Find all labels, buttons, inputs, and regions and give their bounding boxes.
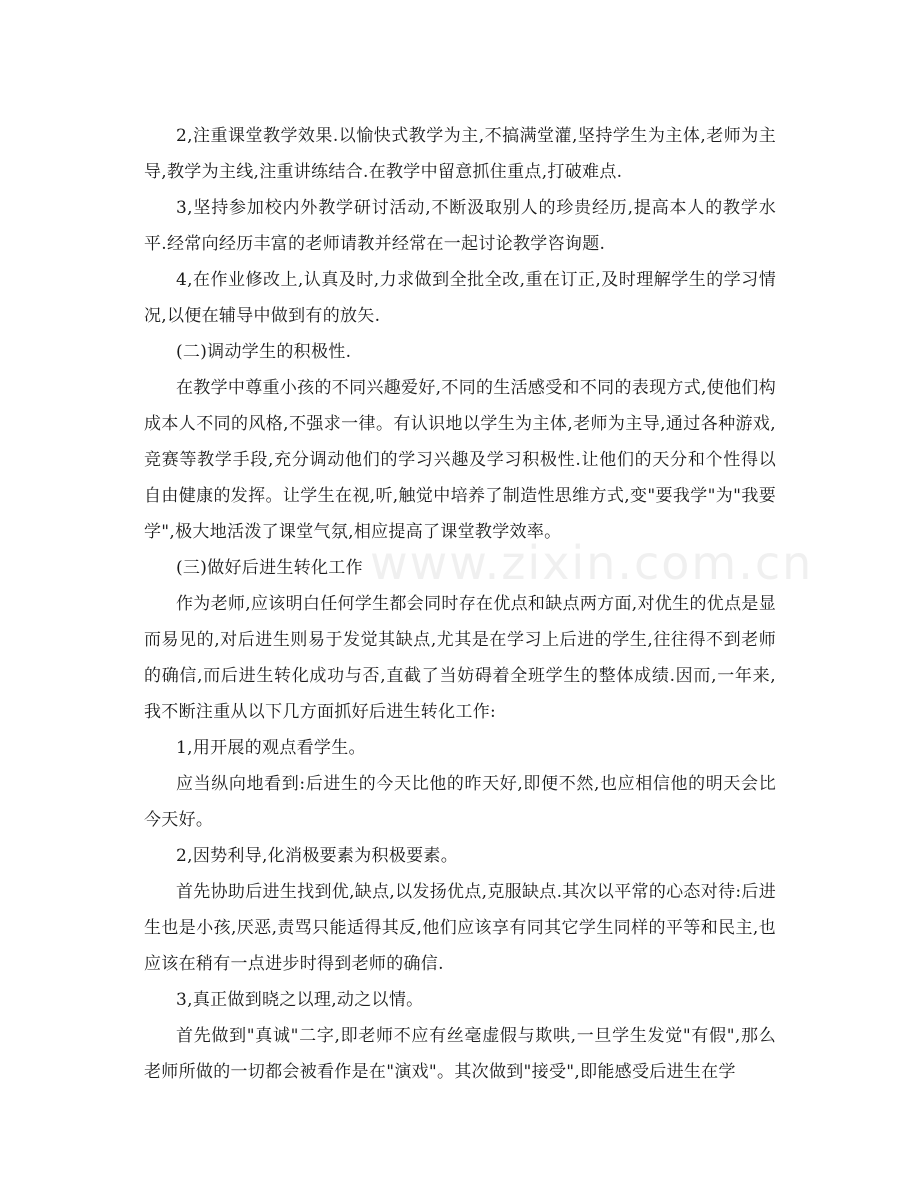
paragraph: 应当纵向地看到:后进生的今天比他的昨天好,即便不然,也应相信他的明天会比今天好。: [144, 774, 776, 830]
paragraph: 首先协助后进生找到优,缺点,以发扬优点,克服缺点.其次以平常的心态对待:后进生也是小孩,厌恶,责骂只能适得其反,他们应该享有同其它学生同样的平等和民主,也应该在稍有一点进步时得到老师的确信.: [144, 882, 776, 974]
paragraph: 作为老师,应该明白任何学生都会同时存在优点和缺点两方面,对优生的优点是显而易见的,对后进生则易于发觉其缺点,尤其是在学习上后进的学生,往往得不到老师的确信,而后进生转化成功与否,直截了当妨碍着全班学生的整体成绩.因而,一年来,我不断注重从以下几方面抓好后进生转化工作:: [144, 594, 776, 722]
paragraph: 2,注重课堂教学效果.以愉快式教学为主,不搞满堂灌,坚持学生为主体,老师为主导,教学为主线,注重讲练结合.在教学中留意抓住重点,打破难点.: [144, 126, 776, 182]
section-heading: (三)做好后进生转化工作: [176, 558, 363, 578]
paragraph: 在教学中尊重小孩的不同兴趣爱好,不同的生活感受和不同的表现方式,使他们构成本人不同的风格,不强求一律。有认识地以学生为主体,老师为主导,通过各种游戏,竞赛等教学手段,充分调动他们的学习兴趣及学习积极性.让他们的天分和个性得以自由健康的发挥。让学生在视,听,触觉中培养了制造性思维方式,变"要我学"为"我要学",极大地活泼了课堂气氛,相应提高了课堂教学效率。: [144, 378, 776, 542]
paragraph: 4,在作业修改上,认真及时,力求做到全批全改,重在订正,及时理解学生的学习情况,以便在辅导中做到有的放矢.: [144, 270, 776, 326]
paragraph: 3,坚持参加校内外教学研讨活动,不断汲取别人的珍贵经历,提高本人的教学水平.经常向经历丰富的老师请教并经常在一起讨论教学咨询题.: [144, 198, 776, 254]
paragraph: 2,因势利导,化消极要素为积极要素。: [176, 846, 459, 866]
watermark: www.zixin.com.cn: [370, 536, 814, 590]
paragraph: 3,真正做到晓之以理,动之以情。: [176, 990, 424, 1010]
paragraph: 1,用开展的观点看学生。: [176, 738, 366, 758]
section-heading: (二)调动学生的积极性.: [176, 342, 352, 362]
paragraph: 首先做到"真诚"二字,即老师不应有丝毫虚假与欺哄,一旦学生发觉"有假",那么老师所做的一切都会被看作是在"演戏"。其次做到"接受",即能感受后进生在学: [144, 1026, 776, 1082]
document-body: [144, 118, 776, 1090]
